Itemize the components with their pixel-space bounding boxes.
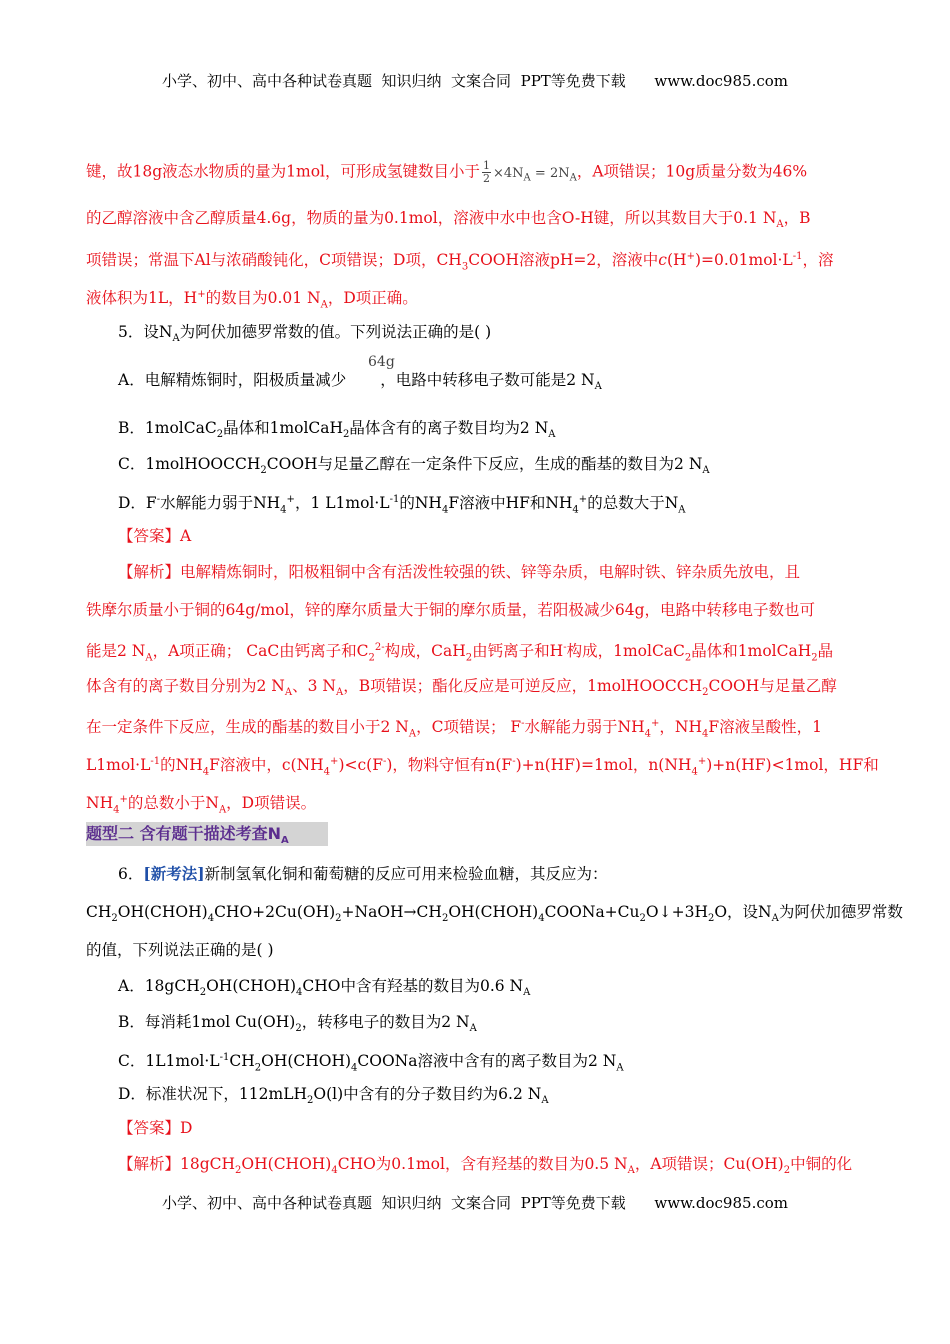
q5-option-a: A．电解精炼铜时，阳极质量减少 ，电路中转移电子数可能是2 $N_A$ [118, 371, 602, 393]
q5-stem: 5．设$N_A$为阿伏加德罗常数的值。下列说法正确的是( ) [118, 323, 492, 345]
page-header: 小学、初中、高中各种试卷真题 知识归纳 文案合同 PPT等免费下载 www.doc985.com [161, 72, 788, 90]
q6-explanation-line-1: 【解析】$18gCH_2OH(CHOH)_4CHO$为0.1mol，含有羟基的数目为0.5 $N_A$，A项错误；$Cu(OH)_2$中铜的化 [118, 1155, 853, 1177]
q6-stem: 6．[新考法]新制氢氧化铜和葡萄糖的反应可用来检验血糖，其反应为： [118, 864, 608, 883]
fraction-one-half [482, 160, 491, 185]
q4-explanation-line-2: 的乙醇溶液中含乙醇质量4.6g，物质的量为0.1mol，溶液中水中也含O-H键，所以其数目大于0.1 $N_A$，B [86, 209, 811, 231]
q6-option-d: D．标准状况下，112mLH$_2$O(l)中含有的分子数目约为6.2 $N_A$ [118, 1085, 549, 1107]
q6-stem-end: 的值，下列说法正确的是( ) [86, 941, 274, 959]
fraction-numerator: 1 [483, 159, 490, 172]
q5-option-b: B．1molCaC$_2$晶体和1molCaH$_2$晶体含有的离子数目均为2 $N_A$ [118, 419, 556, 441]
new-method-tag: [新考法] [143, 864, 205, 883]
mass-64g-label: 64g [368, 354, 395, 370]
q5-explanation-line-1: 【解析】电解精炼铜时，阳极粗铜中含有活泼性较强的铁、锌等杂质，电解时铁、锌杂质先放电，且 [118, 563, 801, 581]
q4-explanation-line-4: 液体积为1L，H+的数目为0.01 $N_A$，D项正确。 [86, 289, 418, 311]
reaction-arrow: → [403, 903, 417, 921]
q5-explanation-line-4: 体含有的离子数目分别为2 $N_A$、3 $N_A$，B项错误；酯化反应是可逆反应，1molHOOCCH$_2$COOH与足量乙醇 [86, 677, 837, 699]
explanation-label: 【解析】 [118, 563, 181, 581]
q5-explanation-line-7: $NH_4^+$的总数小于$N_A$，D项错误。 [86, 794, 317, 816]
text-segment: 键，故18g液态水物质的量为1mol，可形成氢键数目小于 [86, 162, 480, 181]
q5-option-c: C．1molHOOCCH$_2$COOH与足量乙醇在一定条件下反应，生成的酯基的数目为2 $N_A$ [118, 455, 710, 477]
q4-explanation-line-1 [86, 160, 807, 188]
q6-option-b: B．每消耗1mol $Cu(OH)_2$，转移电子的数目为2 $N_A$ [118, 1013, 477, 1035]
q5-explanation-line-5: 在一定条件下反应，生成的酯基的数目小于2 $N_A$，C项错误； F-水解能力弱于$NH_4^+$，$NH_4F$溶液呈酸性，1 [86, 718, 822, 740]
q6-answer: 【答案】D [118, 1119, 193, 1137]
q6-option-a: A．$18gCH_2OH(CHOH)_4CHO$中含有羟基的数目为0.6 $N_A$ [118, 977, 531, 999]
q5-explanation-line-6: $L1mol\cdot L^{-1}$的$NH_4F$溶液中，$c(NH_4^+)<c(F^-)$，物料守恒有n(F-)+n(HF)=1mol，$n(NH_4^+)+n(HF)<1mol$，HF和 [86, 756, 879, 778]
q5-explanation-line-3: 能是2 $N_A$，A项正确； CaC由钙离子和$C_2^{2-}$构成，CaH$_2$由钙离子和H-构成，1molCaC$_2$晶体和1molCaH$_2$晶 [86, 642, 834, 664]
math-expression: $\times 4N_A = 2N_A$ [493, 165, 577, 184]
q6-equation: $CH_2OH(CHOH)_4CHO+2Cu(OH)_2+NaOH\to CH_2OH(CHOH)_4COONa+Cu_2O↓+3H_2O$，设$N_A$为阿伏加德罗常数 [86, 903, 903, 925]
fraction-denominator: 2 [483, 172, 490, 185]
q5-option-d: D．F-水解能力弱于$NH_4^+$，1 $L1mol\cdot L^{-1}$的$NH_4F$溶液中HF和$NH_4^+$的总数大于$N_A$ [118, 494, 686, 516]
explanation-label: 【解析】 [118, 1155, 181, 1173]
q6-option-c: C．$1L1mol\cdot L^{-1}CH_2OH(CHOH)_4COONa$溶液中含有的离子数目为2 $N_A$ [118, 1052, 624, 1074]
section-heading: 题型二 含有题干描述考查$N_A$ [86, 822, 328, 846]
text-segment: ，A项错误；10g质量分数为46% [576, 162, 808, 181]
q4-explanation-line-3: 项错误；常温下Al与浓硝酸钝化，C项错误；D项，$CH_3COOH$溶液pH=2，溶液中$c(H^+)=0.01mol\cdot L^{-1}$，溶 [86, 251, 834, 273]
q5-explanation-line-2: 铁摩尔质量小于铜的64g/mol，锌的摩尔质量大于铜的摩尔质量，若阳极减少64g，电路中转移电子数也可 [86, 601, 816, 619]
q5-answer: 【答案】A [118, 527, 192, 545]
page-footer: 小学、初中、高中各种试卷真题 知识归纳 文案合同 PPT等免费下载 www.doc985.com [161, 1194, 788, 1212]
